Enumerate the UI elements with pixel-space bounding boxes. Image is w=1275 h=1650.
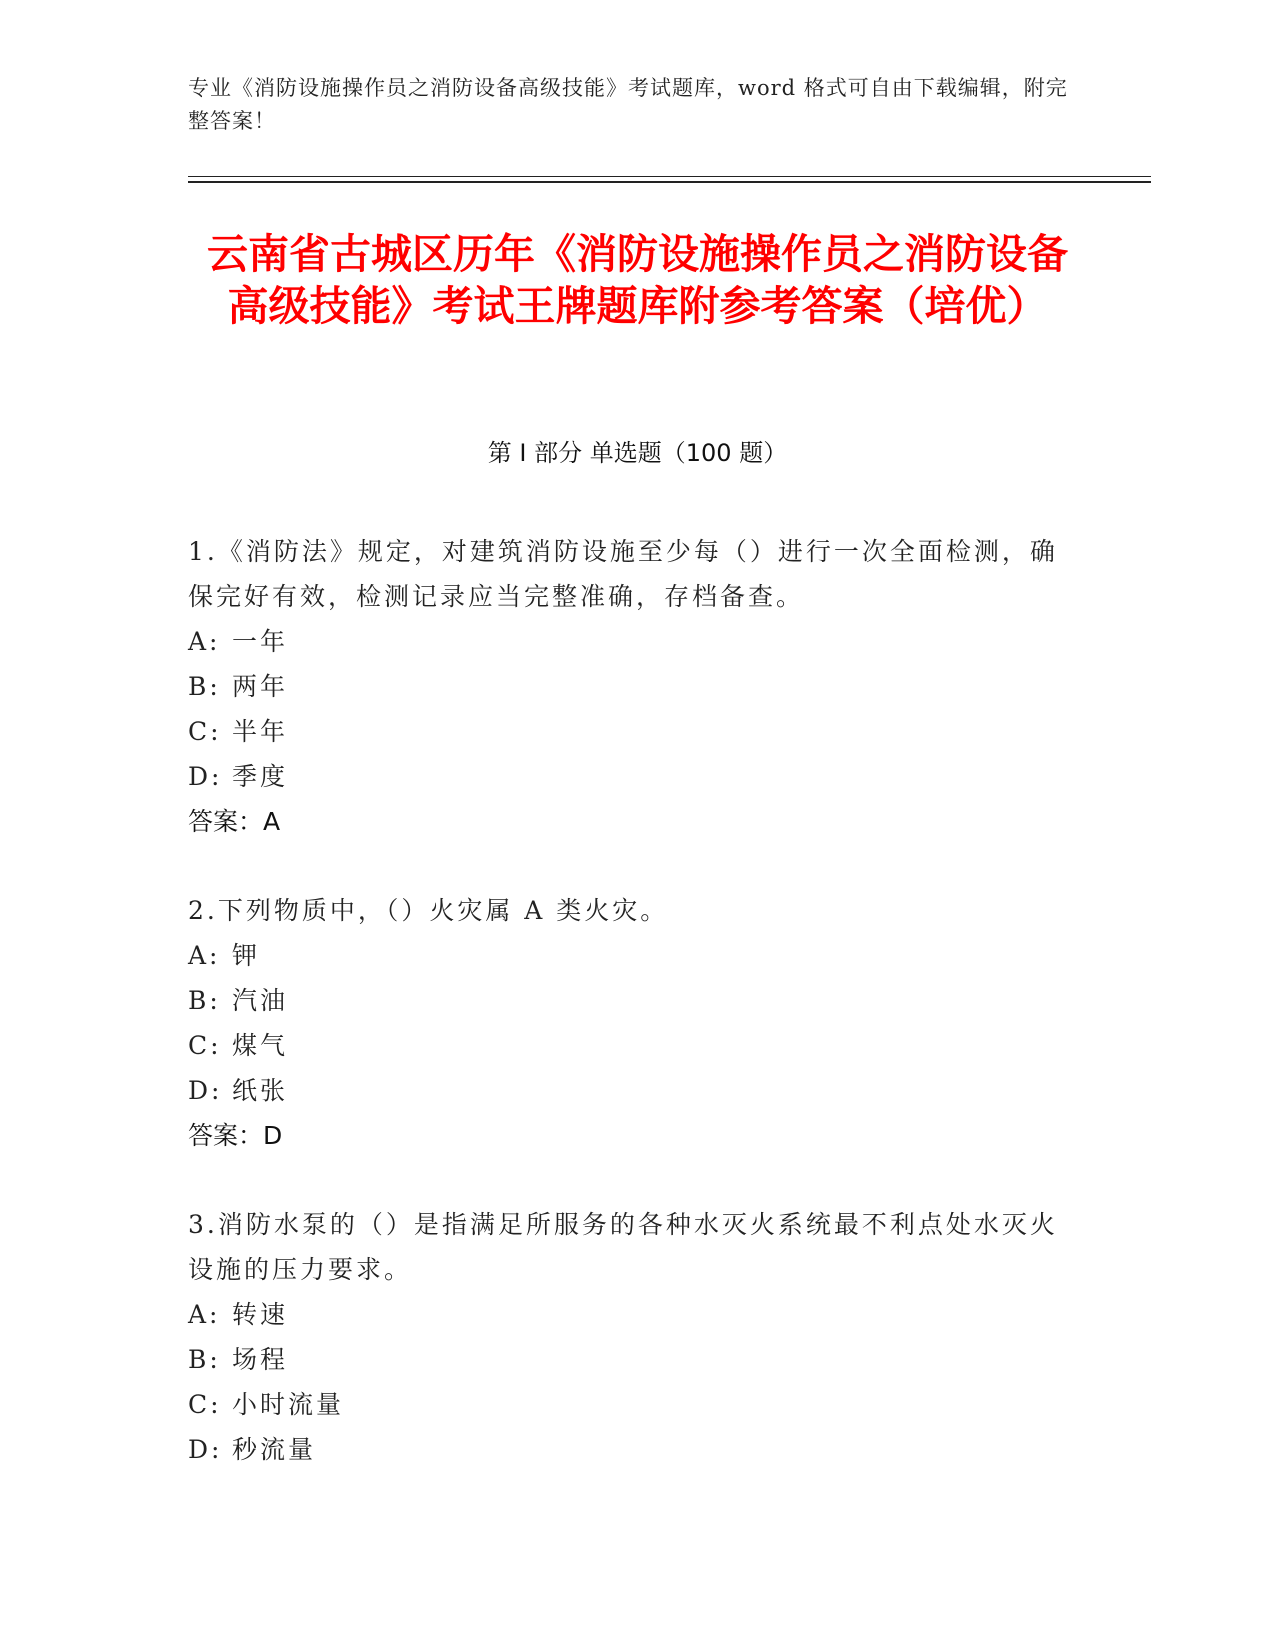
question-3 (188, 1202, 1068, 1472)
option-b (188, 1337, 1068, 1382)
option-key: D: (188, 1076, 223, 1105)
header-divider-thin (188, 176, 1151, 177)
option-key: C: (188, 717, 222, 746)
document-title: 云南省古城区历年《消防设施操作员之消防设备高级技能》考试王牌题库附参考答案（培优） (207, 230, 1068, 330)
question-1 (188, 529, 1068, 844)
option-key: A: (188, 627, 221, 656)
option-d (188, 1068, 1068, 1113)
answer-line: 答案：A (188, 807, 281, 836)
option-text: 半年 (232, 717, 289, 746)
option-text: 煤气 (232, 1031, 289, 1060)
answer-line: 答案：D (188, 1121, 283, 1150)
option-b (188, 664, 1068, 709)
question-list (188, 529, 1068, 1516)
option-key: C: (188, 1390, 222, 1419)
question-stem: 2.下列物质中，（）火灾属 A 类火灾。 (188, 896, 669, 925)
option-key: D: (188, 1435, 223, 1464)
option-text: 纸张 (232, 1076, 289, 1105)
option-key: A: (188, 941, 221, 970)
section-heading: 第 I 部分 单选题（100 题） (487, 439, 788, 467)
option-key: A: (188, 1300, 221, 1329)
question-stem: 3.消防水泵的（）是指满足所服务的各种水灭火系统最不利点处水灭火设施的压力要求。 (188, 1210, 1058, 1284)
option-key: B: (188, 672, 221, 701)
option-text: 汽油 (232, 986, 289, 1015)
option-c (188, 1382, 1068, 1427)
option-b (188, 978, 1068, 1023)
option-text: 一年 (232, 627, 289, 656)
option-text: 钾 (232, 941, 261, 970)
option-text: 季度 (232, 762, 289, 791)
option-a (188, 619, 1068, 664)
question-stem: 1.《消防法》规定，对建筑消防设施至少每（）进行一次全面检测，确保完好有效，检测记录应当完整准确，存档备查。 (188, 537, 1058, 611)
option-key: B: (188, 1345, 221, 1374)
header-note: 专业《消防设施操作员之消防设备高级技能》考试题库，word 格式可自由下载编辑，附完整答案！ (188, 76, 1068, 133)
option-c (188, 1023, 1068, 1068)
option-text: 小时流量 (232, 1390, 345, 1419)
option-a (188, 1292, 1068, 1337)
option-a (188, 933, 1068, 978)
option-text: 两年 (232, 672, 289, 701)
option-text: 场程 (232, 1345, 289, 1374)
option-text: 转速 (232, 1300, 289, 1329)
option-d (188, 1427, 1068, 1472)
option-key: B: (188, 986, 221, 1015)
header-divider-thick (188, 181, 1151, 183)
option-key: C: (188, 1031, 222, 1060)
question-2 (188, 888, 1068, 1158)
option-key: D: (188, 762, 223, 791)
option-text: 秒流量 (232, 1435, 317, 1464)
option-c (188, 709, 1068, 754)
option-d (188, 754, 1068, 799)
